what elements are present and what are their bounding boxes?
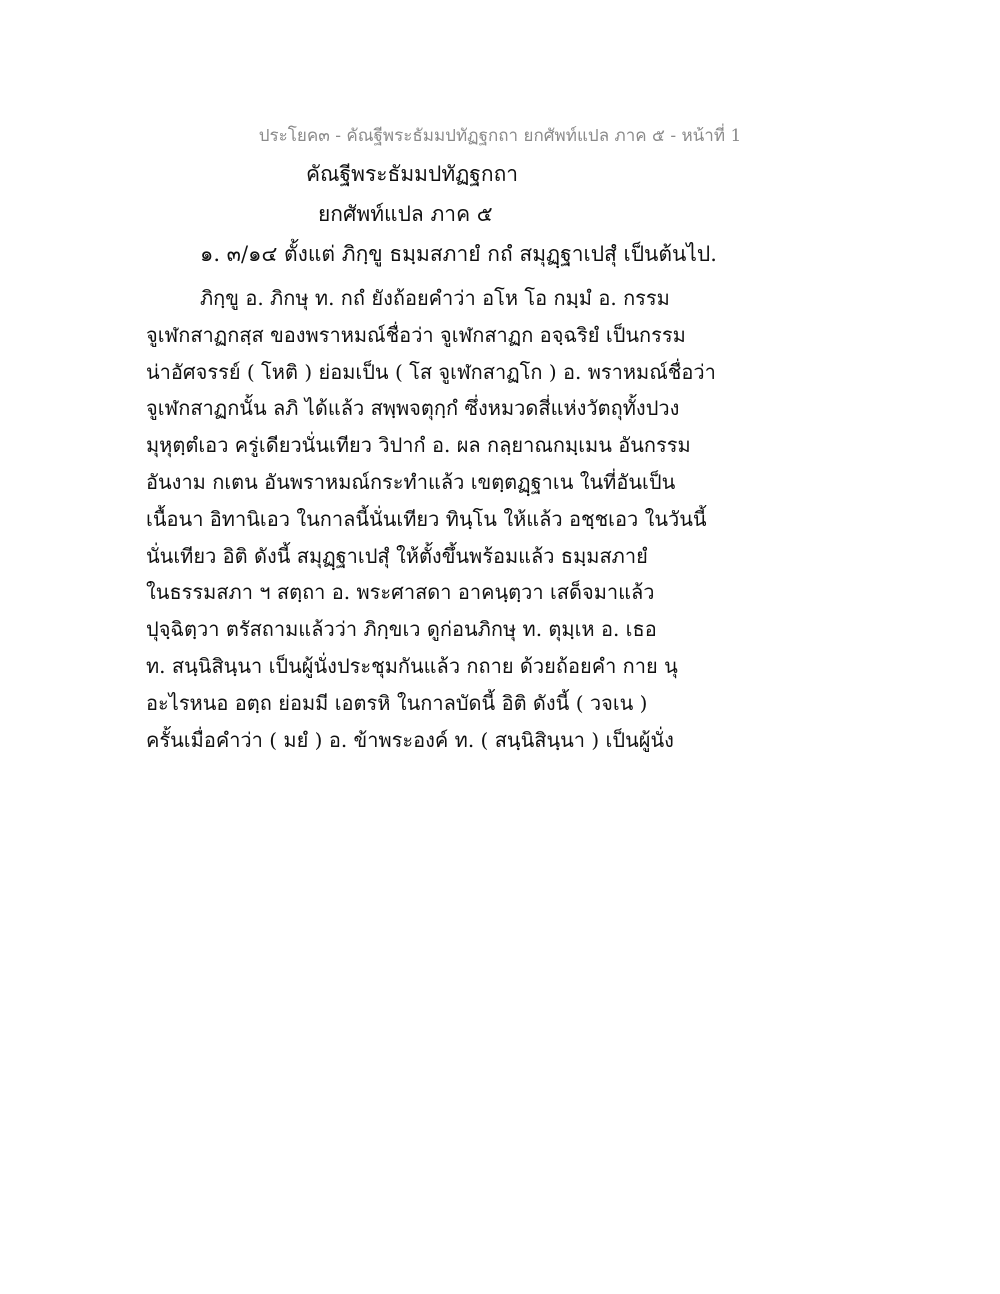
section-heading: ๑. ๓/๑๔ ตั้งแต่ ภิกฺขู ธมฺมสภายํ กถํ สมุฏฺฐาเปสุํ เป็นต้นไป. [200, 242, 717, 266]
body-line: ภิกฺขู อ. ภิกษุ ท. กถํ ยังถ้อยคำว่า อโห โอ กมฺมํ อ. กรรม [200, 286, 670, 310]
body-line: ปุจฺฉิตฺวา ตรัสถามแล้วว่า ภิกฺขเว ดูก่อนภิกษุ ท. ตุมฺเห อ. เธอ [146, 617, 657, 642]
body-line: อันงาม กเตน อันพราหมณ์กระทำแล้ว เขตฺตฏฺฐาเน ในที่อันเป็น [146, 469, 676, 494]
body-line: ท. สนฺนิสินฺนา เป็นผู้นั่งประชุมกันแล้ว กถาย ด้วยถ้อยคำ กาย นุ [146, 653, 678, 678]
body-line: น่าอัศจรรย์ ( โหติ ) ย่อมเป็น ( โส จูเฬกสาฏโก ) อ. พราหมณ์ชื่อว่า [146, 359, 716, 384]
document-subtitle: ยกศัพท์แปล ภาค ๕ [318, 202, 493, 226]
body-line: จูเฬกสาฏกสฺส ของพราหมณ์ชื่อว่า จูเฬกสาฏก อจฺฉริยํ เป็นกรรม [146, 322, 686, 347]
body-line: มุหุตฺตํเอว ครู่เดียวนั่นเทียว วิปากํ อ. ผล กลฺยาณกมฺเมน อันกรรม [146, 433, 691, 458]
body-line: ในธรรมสภา ฯ สตฺถา อ. พระศาสดา อาคนฺตฺวา เสด็จมาแล้ว [146, 580, 655, 605]
document-title: คัณฐีพระธัมมปทัฏฐกถา [306, 162, 519, 186]
body-line: เนื้อนา อิทานิเอว ในกาลนี้นั่นเทียว ทินฺโน ให้แล้ว อชฺชเอว ในวันนี้ [146, 506, 707, 531]
body-line: นั่นเทียว อิติ ดังนี้ สมุฏฺฐาเปสุํ ให้ตั้งขึ้นพร้อมแล้ว ธมฺมสภายํ [146, 543, 648, 568]
body-line: จูเฬกสาฏกนั้น ลภิ ได้แล้ว สพฺพจตุกฺกํ ซึ่งหมวดสี่แห่งวัตถุทั้งปวง [146, 396, 680, 421]
body-line: อะไรหนอ อตฺถ ย่อมมี เอตรหิ ในกาลบัดนี้ อิติ ดังนี้ ( วจเน ) [146, 690, 648, 715]
page-header: ประโยค๓ - คัณฐีพระธัมมปทัฏฐกถา ยกศัพท์แปล ภาค ๕ - หน้าที่ 1 [258, 126, 742, 146]
body-text [146, 280, 866, 758]
body-line: ครั้นเมื่อคำว่า ( มยํ ) อ. ข้าพระองค์ ท. ( สนฺนิสินฺนา ) เป็นผู้นั่ง [146, 727, 674, 752]
